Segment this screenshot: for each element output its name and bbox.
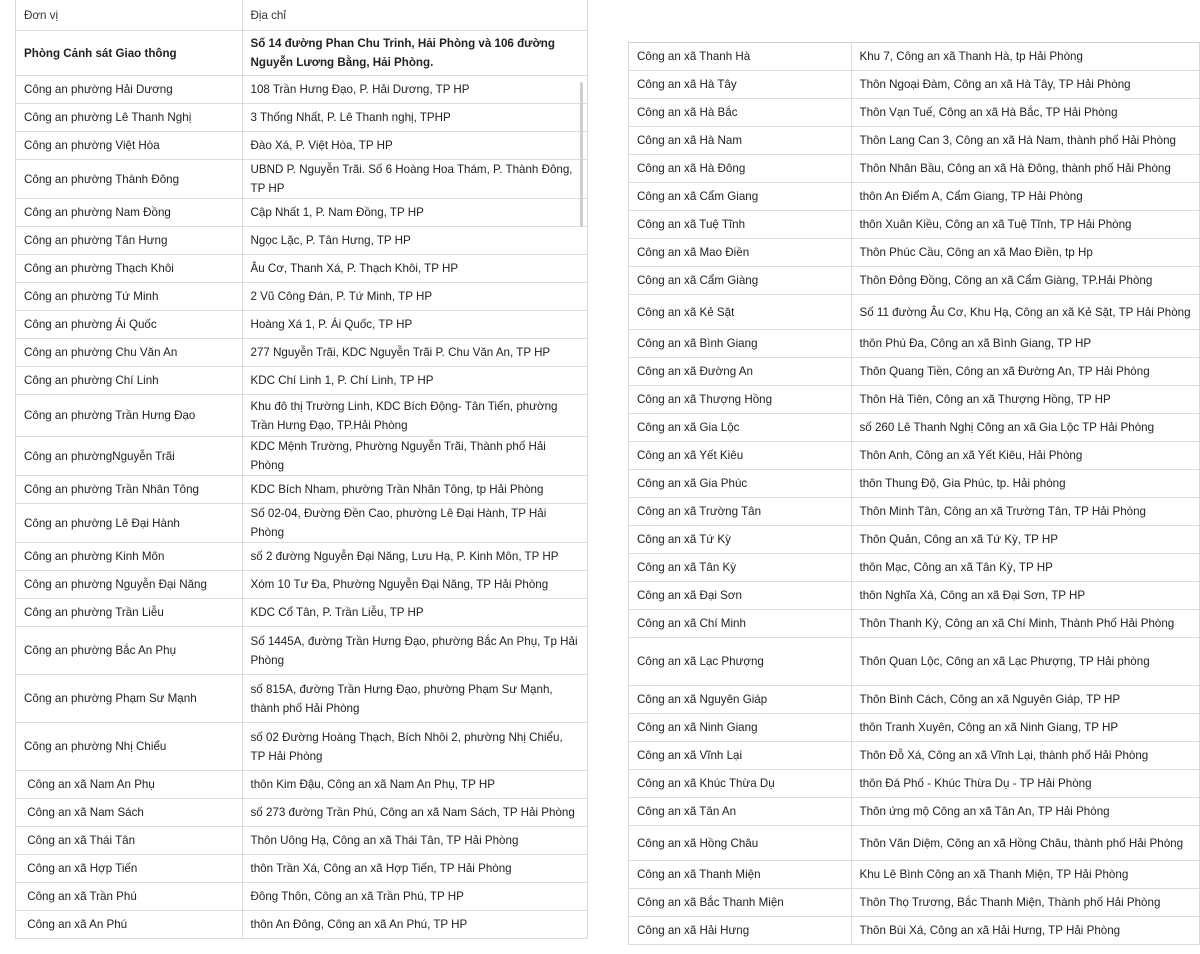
address-cell: KDC Cổ Tân, P. Trần Liễu, TP HP <box>242 599 587 627</box>
table-row <box>16 543 587 571</box>
table-row <box>16 283 587 311</box>
table-row <box>16 476 587 504</box>
unit-cell: Công an xã Ninh Giang <box>629 714 851 742</box>
unit-cell: Công an phường Lê Thanh Nghị <box>16 104 242 132</box>
address-cell: Âu Cơ, Thanh Xá, P. Thạch Khôi, TP HP <box>242 255 587 283</box>
table-row <box>16 227 587 255</box>
address-cell: số 2 đường Nguyễn Đại Năng, Lưu Hạ, P. Kinh Môn, TP HP <box>242 543 587 571</box>
unit-cell: Công an phường Nhị Chiểu <box>16 723 242 771</box>
table-row <box>16 199 587 227</box>
table-row <box>629 714 1199 742</box>
address-cell: thôn Thung Độ, Gia Phúc, tp. Hải phòng <box>851 470 1199 498</box>
address-cell: Thôn Lang Can 3, Công an xã Hà Nam, thành phố Hải Phòng <box>851 127 1199 155</box>
unit-cell: Công an phường Nam Đồng <box>16 199 242 227</box>
address-cell: thôn Đá Phố - Khúc Thừa Dụ - TP Hải Phòng <box>851 770 1199 798</box>
address-cell: Hoàng Xá 1, P. Ái Quốc, TP HP <box>242 311 587 339</box>
unit-cell: Công an xã An Phú <box>16 911 242 939</box>
table-row <box>16 571 587 599</box>
unit-cell: Công an xã Hợp Tiến <box>16 855 242 883</box>
unit-cell: Phòng Cảnh sát Giao thông <box>16 31 242 76</box>
address-cell: Số 02-04, Đường Đền Cao, phường Lê Đại Hành, TP Hải Phòng <box>242 504 587 543</box>
table-row <box>629 358 1199 386</box>
table-row <box>16 827 587 855</box>
table-row <box>16 675 587 723</box>
scrollbar-thumb[interactable] <box>580 82 583 227</box>
address-cell: KDC Bích Nham, phường Trần Nhân Tông, tp Hải Phòng <box>242 476 587 504</box>
table-row <box>16 132 587 160</box>
table-row <box>16 723 587 771</box>
address-cell: thôn Mạc, Công an xã Tân Kỳ, TP HP <box>851 554 1199 582</box>
table-row <box>16 395 587 437</box>
address-cell: Thôn Đỗ Xá, Công an xã Vĩnh Lại, thành phố Hải Phòng <box>851 742 1199 770</box>
address-cell: Thôn Uông Hạ, Công an xã Thái Tân, TP Hải Phòng <box>242 827 587 855</box>
unit-cell: Công an phường Nguyễn Đại Năng <box>16 571 242 599</box>
unit-cell: Công an xã Thượng Hồng <box>629 386 851 414</box>
address-cell: Khu đô thị Trường Linh, KDC Bích Động- Tân Tiến, phường Trần Hưng Đạo, TP.Hải Phòng <box>242 395 587 437</box>
address-cell: KDC Mệnh Trường, Phường Nguyễn Trãi, Thành phố Hải Phòng <box>242 437 587 476</box>
unit-cell: Công an xã Nguyên Giáp <box>629 686 851 714</box>
right-table-body <box>629 43 1199 945</box>
table-row <box>16 437 587 476</box>
right-address-table-panel <box>628 42 1200 945</box>
address-cell: thôn An Điểm A, Cẩm Giang, TP Hải Phòng <box>851 183 1199 211</box>
unit-cell: Công an xã Yết Kiêu <box>629 442 851 470</box>
unit-cell: Công an phường Tân Hưng <box>16 227 242 255</box>
unit-cell: Công an phường Thành Đông <box>16 160 242 199</box>
address-cell: Đông Thôn, Công an xã Trần Phú, TP HP <box>242 883 587 911</box>
table-row <box>16 771 587 799</box>
unit-cell: Công an xã Hà Đông <box>629 155 851 183</box>
header-address: Địa chỉ <box>242 0 587 31</box>
unit-cell: Công an phường Ái Quốc <box>16 311 242 339</box>
table-row <box>629 798 1199 826</box>
address-cell: Số 11 đường Âu Cơ, Khu Hạ, Công an xã Kẻ Sặt, TP Hải Phòng <box>851 295 1199 330</box>
address-cell: Thôn Ngoại Đàm, Công an xã Hà Tây, TP Hải Phòng <box>851 71 1199 99</box>
address-cell: Khu Lê Bình Công an xã Thanh Miện, TP Hải Phòng <box>851 861 1199 889</box>
unit-cell: Công an phường Thạch Khôi <box>16 255 242 283</box>
table-row <box>16 599 587 627</box>
table-row <box>629 742 1199 770</box>
address-cell: thôn Xuân Kiều, Công an xã Tuệ Tĩnh, TP Hải Phòng <box>851 211 1199 239</box>
address-cell: Thôn Bùi Xá, Công an xã Hải Hưng, TP Hải Phòng <box>851 917 1199 945</box>
header-unit: Đơn vị <box>16 0 242 31</box>
unit-cell: Công an xã Cẩm Giang <box>629 183 851 211</box>
address-cell: Thôn Quản, Công an xã Tứ Kỳ, TP HP <box>851 526 1199 554</box>
address-cell: Thôn Thọ Trương, Bắc Thanh Miện, Thành phố Hải Phòng <box>851 889 1199 917</box>
unit-cell: Công an xã Thanh Miện <box>629 861 851 889</box>
table-row <box>629 414 1199 442</box>
address-cell: Cập Nhất 1, P. Nam Đồng, TP HP <box>242 199 587 227</box>
address-cell: Thôn Quang Tiền, Công an xã Đường An, TP Hải Phòng <box>851 358 1199 386</box>
table-row <box>629 526 1199 554</box>
address-cell: Xóm 10 Tư Đa, Phường Nguyễn Đại Năng, TP Hải Phòng <box>242 571 587 599</box>
table-row <box>629 582 1199 610</box>
address-cell: Thôn Quan Lộc, Công an xã Lạc Phượng, TP Hải phòng <box>851 638 1199 686</box>
unit-cell: Công an xã Hà Tây <box>629 71 851 99</box>
table-row <box>629 861 1199 889</box>
table-row <box>16 76 587 104</box>
address-cell: thôn An Đông, Công an xã An Phú, TP HP <box>242 911 587 939</box>
table-row <box>16 799 587 827</box>
address-cell: Thôn Anh, Công an xã Yết Kiêu, Hải Phòng <box>851 442 1199 470</box>
left-address-table <box>16 0 587 939</box>
address-cell: Đào Xá, P. Việt Hòa, TP HP <box>242 132 587 160</box>
unit-cell: Công an xã Nam An Phụ <box>16 771 242 799</box>
address-cell: Thôn Phúc Cầu, Công an xã Mao Điền, tp Hp <box>851 239 1199 267</box>
unit-cell: Công an phường Phạm Sư Mạnh <box>16 675 242 723</box>
table-row <box>16 31 587 76</box>
unit-cell: Công an xã Mao Điền <box>629 239 851 267</box>
unit-cell: Công an phường Trần Hưng Đạo <box>16 395 242 437</box>
unit-cell: Công an xã Đường An <box>629 358 851 386</box>
address-cell: KDC Chí Linh 1, P. Chí Linh, TP HP <box>242 367 587 395</box>
table-row <box>629 638 1199 686</box>
unit-cell: Công an phường Trần Liễu <box>16 599 242 627</box>
unit-cell: Công an xã Cẩm Giàng <box>629 267 851 295</box>
address-cell: 2 Vũ Công Đán, P. Tứ Minh, TP HP <box>242 283 587 311</box>
unit-cell: Công an phườngNguyễn Trãi <box>16 437 242 476</box>
table-row <box>629 155 1199 183</box>
table-row <box>629 386 1199 414</box>
table-row <box>629 183 1199 211</box>
address-cell: 277 Nguyễn Trãi, KDC Nguyễn Trãi P. Chu Văn An, TP HP <box>242 339 587 367</box>
unit-cell: Công an phường Lê Đại Hành <box>16 504 242 543</box>
address-cell: Thôn Hà Tiên, Công an xã Thượng Hồng, TP HP <box>851 386 1199 414</box>
address-cell: số 815A, đường Trần Hưng Đạo, phường Phạm Sư Mạnh, thành phố Hải Phòng <box>242 675 587 723</box>
table-row <box>629 239 1199 267</box>
table-row <box>629 889 1199 917</box>
table-row <box>16 911 587 939</box>
unit-cell: Công an phường Chu Văn An <box>16 339 242 367</box>
table-row <box>16 160 587 199</box>
unit-cell: Công an xã Thái Tân <box>16 827 242 855</box>
unit-cell: Công an phường Tứ Minh <box>16 283 242 311</box>
unit-cell: Công an xã Trần Phú <box>16 883 242 911</box>
unit-cell: Công an xã Bình Giang <box>629 330 851 358</box>
address-cell: Thôn Minh Tân, Công an xã Trường Tân, TP Hải Phòng <box>851 498 1199 526</box>
address-cell: Số 14 đường Phan Chu Trinh, Hải Phòng và 106 đường Nguyễn Lương Bằng, Hải Phòng. <box>242 31 587 76</box>
table-row <box>629 686 1199 714</box>
table-row <box>16 104 587 132</box>
table-row <box>629 267 1199 295</box>
unit-cell: Công an xã Khúc Thừa Dụ <box>629 770 851 798</box>
unit-cell: Công an xã Trường Tân <box>629 498 851 526</box>
table-row <box>629 498 1199 526</box>
unit-cell: Công an xã Tân An <box>629 798 851 826</box>
address-cell: Thôn Vạn Tuế, Công an xã Hà Bắc, TP Hải Phòng <box>851 99 1199 127</box>
table-header-row <box>16 0 587 31</box>
table-row <box>629 127 1199 155</box>
table-row <box>16 339 587 367</box>
unit-cell: Công an xã Đại Sơn <box>629 582 851 610</box>
table-row <box>629 442 1199 470</box>
left-address-table-panel <box>15 0 588 939</box>
unit-cell: Công an xã Chí Minh <box>629 610 851 638</box>
address-cell: Thôn Đông Đồng, Công an xã Cẩm Giàng, TP.Hải Phòng <box>851 267 1199 295</box>
table-row <box>629 211 1199 239</box>
address-cell: UBND P. Nguyễn Trãi. Số 6 Hoàng Hoa Thám, P. Thành Đông, TP HP <box>242 160 587 199</box>
unit-cell: Công an phường Kinh Môn <box>16 543 242 571</box>
unit-cell: Công an xã Gia Lộc <box>629 414 851 442</box>
address-cell: 108 Trần Hưng Đạo, P. Hải Dương, TP HP <box>242 76 587 104</box>
unit-cell: Công an phường Hải Dương <box>16 76 242 104</box>
address-cell: Thôn Văn Diệm, Công an xã Hồng Châu, thành phố Hải Phòng <box>851 826 1199 861</box>
table-row <box>16 855 587 883</box>
address-cell: số 02 Đường Hoàng Thạch, Bích Nhôi 2, phường Nhị Chiểu, TP Hải Phòng <box>242 723 587 771</box>
unit-cell: Công an xã Thanh Hà <box>629 43 851 71</box>
table-row <box>629 99 1199 127</box>
unit-cell: Công an phường Bắc An Phụ <box>16 627 242 675</box>
table-row <box>629 330 1199 358</box>
address-cell: Thôn ứng mộ Công an xã Tân An, TP Hải Phòng <box>851 798 1199 826</box>
table-row <box>629 43 1199 71</box>
table-row <box>16 311 587 339</box>
table-row <box>16 883 587 911</box>
left-table-body <box>16 0 587 939</box>
table-row <box>629 826 1199 861</box>
address-cell: Ngọc Lặc, P. Tân Hưng, TP HP <box>242 227 587 255</box>
address-cell: thôn Phú Đa, Công an xã Bình Giang, TP HP <box>851 330 1199 358</box>
table-row <box>629 295 1199 330</box>
table-row <box>629 554 1199 582</box>
unit-cell: Công an phường Chí Linh <box>16 367 242 395</box>
address-cell: thôn Tranh Xuyên, Công an xã Ninh Giang, TP HP <box>851 714 1199 742</box>
address-cell: Thôn Nhân Bầu, Công an xã Hà Đông, thành phố Hải Phòng <box>851 155 1199 183</box>
unit-cell: Công an xã Nam Sách <box>16 799 242 827</box>
unit-cell: Công an xã Hồng Châu <box>629 826 851 861</box>
unit-cell: Công an xã Lạc Phượng <box>629 638 851 686</box>
table-row <box>629 71 1199 99</box>
table-row <box>629 770 1199 798</box>
address-cell: thôn Kim Đậu, Công an xã Nam An Phụ, TP HP <box>242 771 587 799</box>
unit-cell: Công an phường Việt Hòa <box>16 132 242 160</box>
table-row <box>16 627 587 675</box>
address-cell: số 273 đường Trần Phú, Công an xã Nam Sách, TP Hải Phòng <box>242 799 587 827</box>
table-row <box>16 255 587 283</box>
unit-cell: Công an xã Bắc Thanh Miện <box>629 889 851 917</box>
table-row <box>629 470 1199 498</box>
address-cell: Khu 7, Công an xã Thanh Hà, tp Hải Phòng <box>851 43 1199 71</box>
address-cell: thôn Nghĩa Xá, Công an xã Đại Sơn, TP HP <box>851 582 1199 610</box>
address-cell: Thôn Thanh Kỳ, Công an xã Chí Minh, Thành Phố Hải Phòng <box>851 610 1199 638</box>
unit-cell: Công an xã Vĩnh Lại <box>629 742 851 770</box>
table-row <box>16 504 587 543</box>
address-cell: 3 Thống Nhất, P. Lê Thanh nghị, TPHP <box>242 104 587 132</box>
unit-cell: Công an xã Hà Bắc <box>629 99 851 127</box>
address-cell: thôn Trần Xá, Công an xã Hợp Tiến, TP Hải Phòng <box>242 855 587 883</box>
unit-cell: Công an xã Tứ Kỳ <box>629 526 851 554</box>
table-row <box>16 367 587 395</box>
unit-cell: Công an xã Tân Kỳ <box>629 554 851 582</box>
address-cell: số 260 Lê Thanh Nghị Công an xã Gia Lộc TP Hải Phòng <box>851 414 1199 442</box>
table-row <box>629 610 1199 638</box>
unit-cell: Công an xã Gia Phúc <box>629 470 851 498</box>
address-cell: Thôn Bình Cách, Công an xã Nguyên Giáp, TP HP <box>851 686 1199 714</box>
unit-cell: Công an xã Hà Nam <box>629 127 851 155</box>
unit-cell: Công an xã Kẻ Sặt <box>629 295 851 330</box>
address-cell: Số 1445A, đường Trần Hưng Đạo, phường Bắc An Phụ, Tp Hải Phòng <box>242 627 587 675</box>
unit-cell: Công an phường Trần Nhân Tông <box>16 476 242 504</box>
right-address-table <box>629 43 1199 945</box>
unit-cell: Công an xã Hải Hưng <box>629 917 851 945</box>
unit-cell: Công an xã Tuệ Tĩnh <box>629 211 851 239</box>
table-row <box>629 917 1199 945</box>
